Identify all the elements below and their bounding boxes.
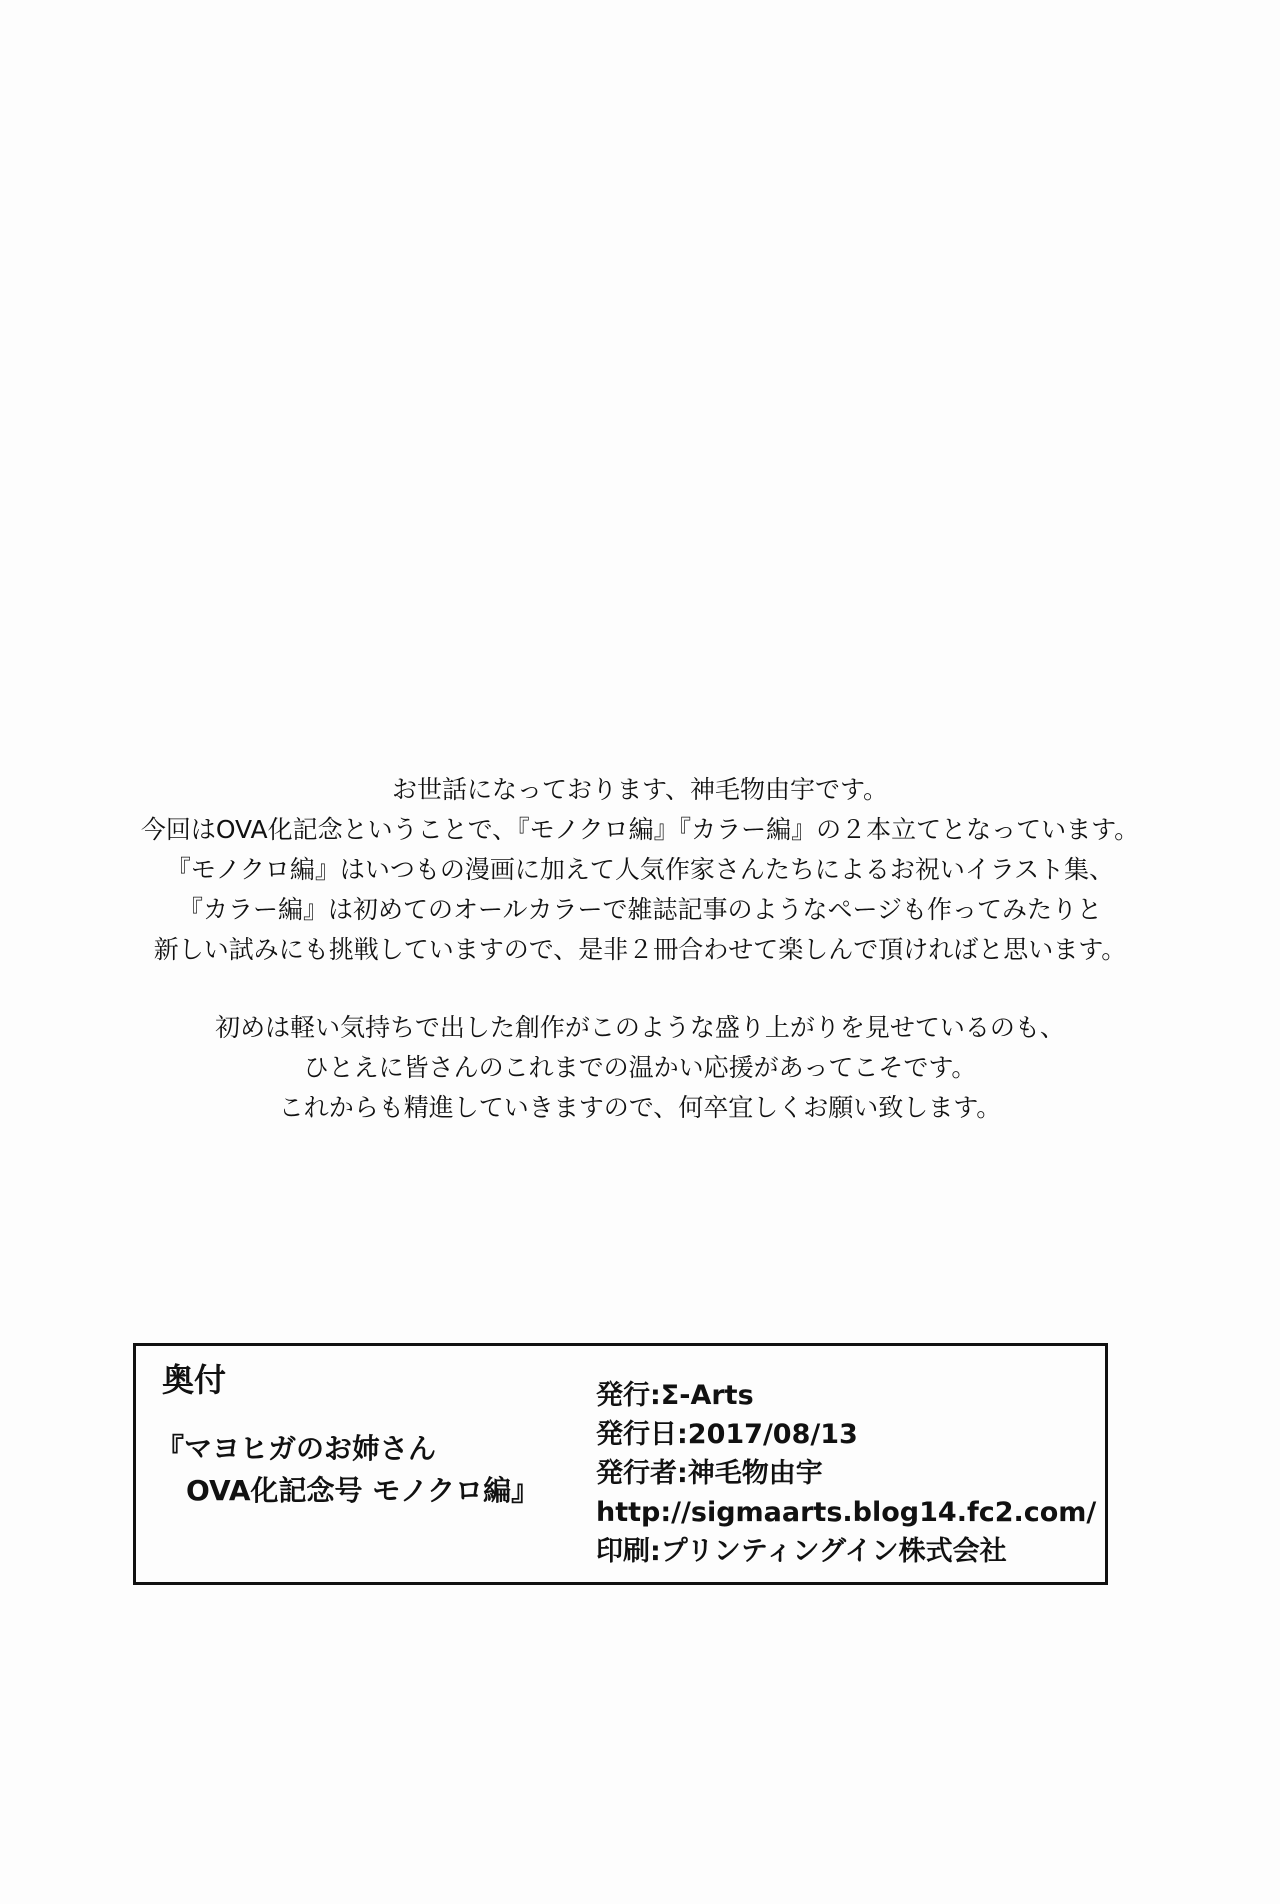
afterword-line: 『カラー編』は初めてのオールカラーで雑誌記事のようなページも作ってみたりと (177, 895, 1102, 924)
printer: 印刷:プリンティングイン株式会社 (596, 1536, 1007, 1567)
publication-date: 発行日:2017/08/13 (596, 1419, 858, 1450)
afterword-line: 新しい試みにも挑戦していますので、是非２冊合わせて楽しんで頂ければと思います。 (153, 935, 1127, 964)
colophon-heading: 奥付 (162, 1361, 227, 1399)
afterword-paragraph-2 (0, 1008, 1280, 1128)
afterword-line: お世話になっております、神毛物由宇です。 (391, 775, 888, 804)
afterword-line: これからも精進していきますので、何卒宜しくお願い致します。 (278, 1093, 1002, 1122)
afterword-line: 『モノクロ編』はいつもの漫画に加えて人気作家さんたちによるお祝いイラスト集、 (165, 855, 1115, 884)
book-title-line: 『マヨヒガのお姉さん (156, 1432, 437, 1465)
afterword-line: ひとえに皆さんのこれまでの温かい応援があってこそです。 (303, 1053, 977, 1082)
author: 発行者:神毛物由宇 (596, 1458, 823, 1489)
publication-details (596, 1376, 1096, 1571)
website-url: http://sigmaarts.blog14.fc2.com/ (596, 1497, 1097, 1528)
book-title (156, 1428, 539, 1512)
book-title-line: OVA化記念号 モノクロ編』 (186, 1474, 540, 1507)
colophon-box (133, 1343, 1108, 1585)
publisher: 発行:Σ-Arts (596, 1380, 754, 1411)
afterword-line: 初めは軽い気持ちで出した創作がこのような盛り上がりを見せているのも、 (215, 1013, 1065, 1042)
afterword-line: 今回はOVA化記念ということで、『モノクロ編』『カラー編』の２本立てとなっています。 (140, 815, 1140, 844)
afterword (0, 770, 1280, 1128)
afterword-paragraph-1 (0, 770, 1280, 970)
